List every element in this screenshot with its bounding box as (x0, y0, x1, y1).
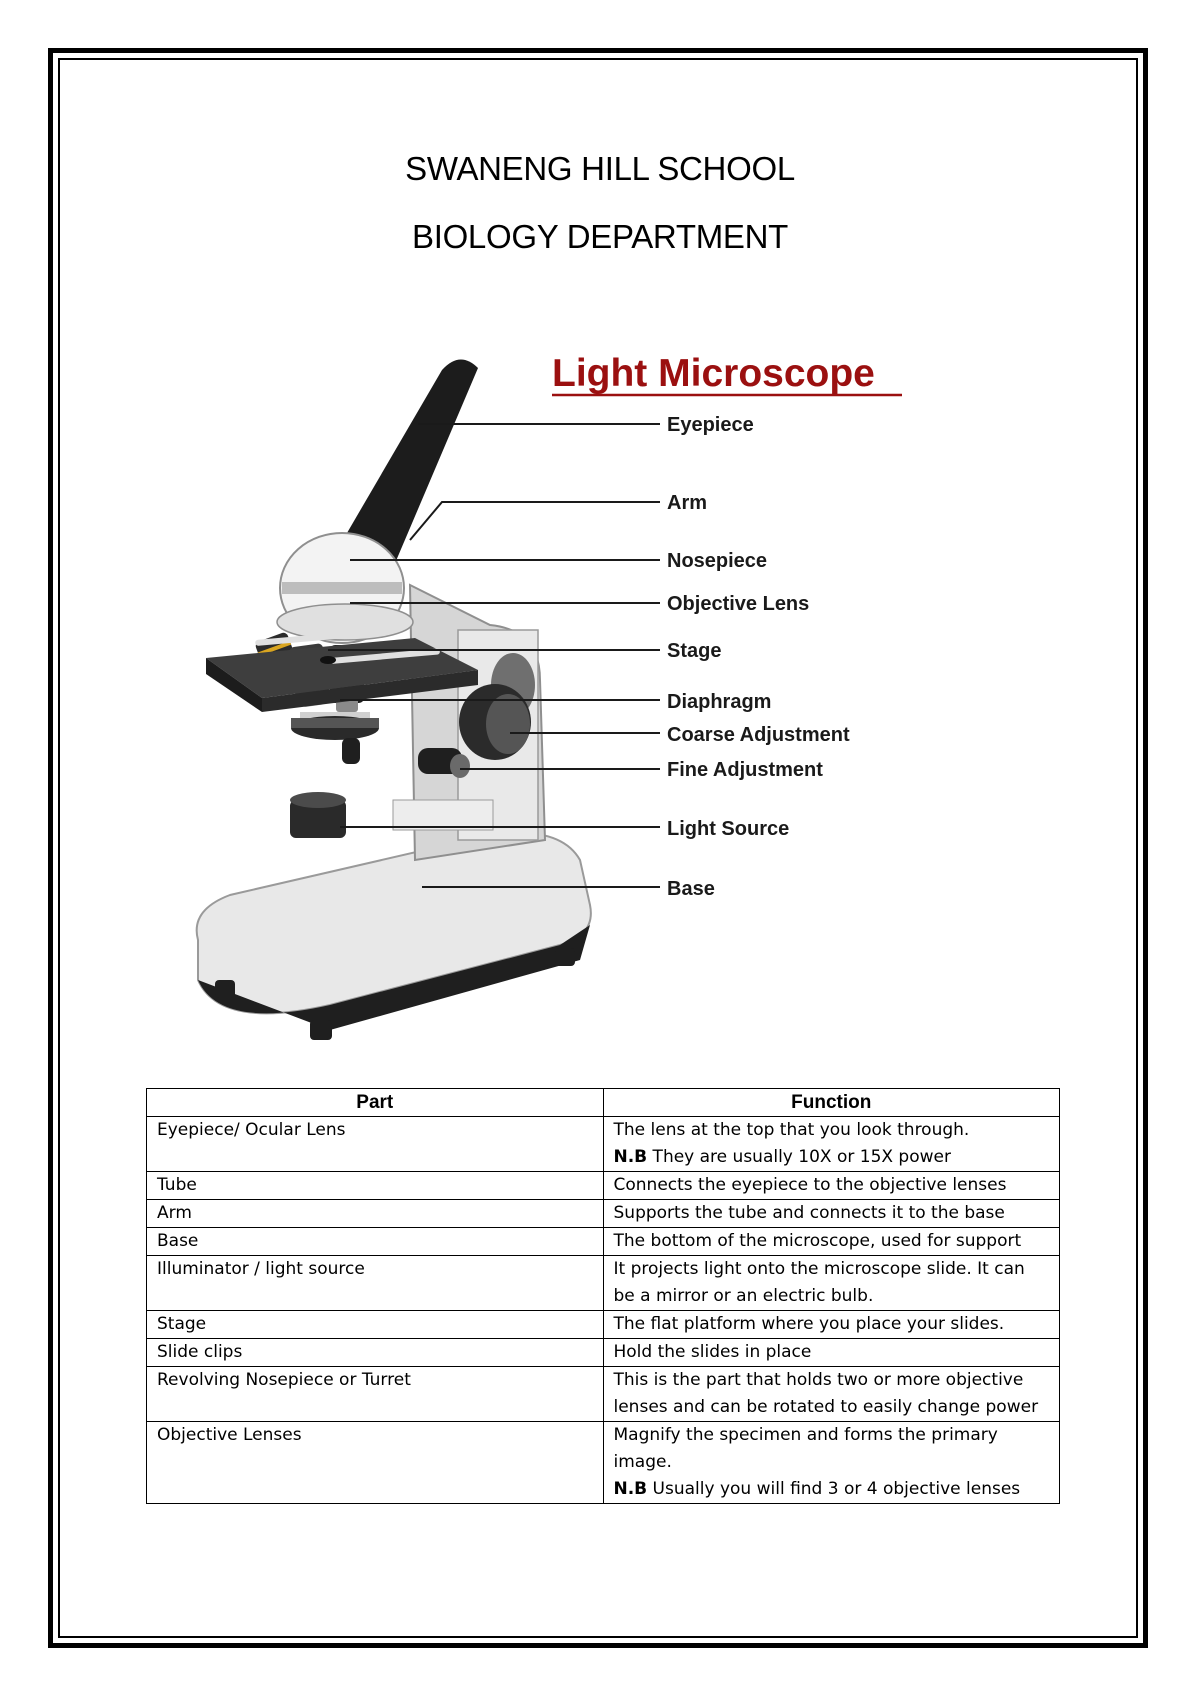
label-nosepiece: Nosepiece (667, 550, 768, 572)
label-fine-adjustment: Fine Adjustment (667, 759, 823, 781)
table-header-row (147, 1089, 1060, 1117)
nb-label: N.B (613, 1147, 648, 1167)
cell-part: Revolving Nosepiece or Turret (147, 1367, 604, 1422)
microscope-diagram (160, 340, 940, 1060)
table-row (147, 1311, 1060, 1339)
school-name: SWANENG HILL SCHOOL (405, 150, 795, 187)
cell-part: Objective Lenses (147, 1422, 604, 1504)
cell-function: Connects the eyepiece to the objective lenses (603, 1172, 1060, 1200)
cell-part: Slide clips (147, 1339, 604, 1367)
cell-function: Hold the slides in place (603, 1339, 1060, 1367)
table-row (147, 1339, 1060, 1367)
label-light-source: Light Source (667, 818, 790, 840)
cell-part: Illuminator / light source (147, 1256, 604, 1311)
nb-label: N.B (613, 1479, 648, 1499)
label-stage: Stage (667, 640, 722, 662)
table-row (147, 1256, 1060, 1311)
cell-part: Stage (147, 1311, 604, 1339)
cell-function: The flat platform where you place your slides. (603, 1311, 1060, 1339)
cell-function (603, 1117, 1060, 1172)
cell-part: Base (147, 1228, 604, 1256)
cell-function: This is the part that holds two or more objective lenses and can be rotated to easily change power (603, 1367, 1060, 1422)
label-diaphragm: Diaphragm (667, 691, 772, 713)
label-arm: Arm (667, 492, 708, 514)
cell-part: Tube (147, 1172, 604, 1200)
cell-function: The bottom of the microscope, used for support (603, 1228, 1060, 1256)
label-objective-lens: Objective Lens (667, 593, 810, 615)
table-row (147, 1172, 1060, 1200)
label-coarse-adjustment: Coarse Adjustment (667, 724, 850, 746)
cell-function: It projects light onto the microscope slide. It can be a mirror or an electric bulb. (603, 1256, 1060, 1311)
table-row (147, 1367, 1060, 1422)
cell-function: Supports the tube and connects it to the base (603, 1200, 1060, 1228)
department-name: BIOLOGY DEPARTMENT (411, 218, 789, 255)
function-text: Magnify the specimen and forms the primary image. (613, 1425, 998, 1472)
label-eyepiece: Eyepiece (667, 414, 754, 436)
table-row (147, 1200, 1060, 1228)
parts-function-table (146, 1088, 1060, 1504)
function-text: The lens at the top that you look through. (613, 1120, 970, 1140)
header-part: Part (147, 1089, 604, 1117)
table-row (147, 1422, 1060, 1504)
table-row (147, 1228, 1060, 1256)
label-base: Base (667, 878, 715, 900)
cell-part: Arm (147, 1200, 604, 1228)
cell-function (603, 1422, 1060, 1504)
header-function: Function (603, 1089, 1060, 1117)
cell-part: Eyepiece/ Ocular Lens (147, 1117, 604, 1172)
nb-text: Usually you will find 3 or 4 objective lenses (647, 1479, 1021, 1499)
table-row (147, 1117, 1060, 1172)
diagram-title: Light Microscope (552, 352, 875, 395)
nb-text: They are usually 10X or 15X power (647, 1147, 951, 1167)
